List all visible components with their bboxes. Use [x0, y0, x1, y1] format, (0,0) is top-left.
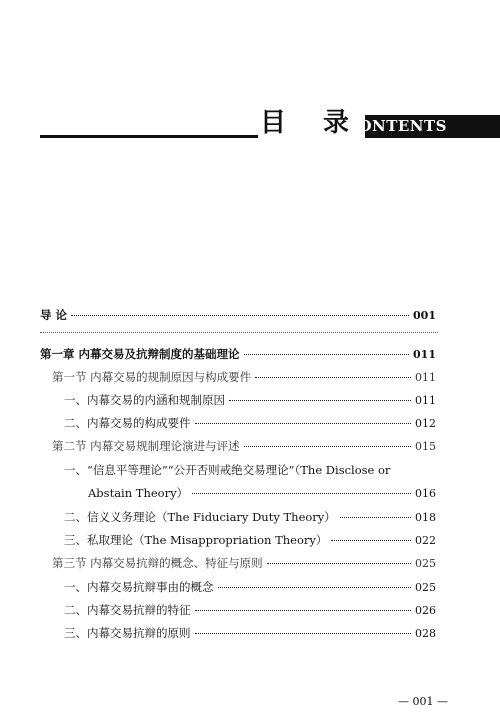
toc-entry-label: 三、内幕交易抗辩的原则: [64, 626, 191, 640]
toc-entry-page: 015: [415, 440, 436, 453]
toc-entry-subsection[interactable]: [64, 416, 436, 431]
toc-entry-label: 第二节 内幕交易规制理论演进与评述: [52, 439, 240, 453]
toc-entry-intro[interactable]: [40, 308, 436, 323]
dot-leader: [195, 609, 412, 611]
toc-entry-subsection[interactable]: [64, 603, 436, 618]
toc-entry-label: 二、内幕交易抗辩的特征: [64, 603, 191, 617]
dot-leader: [195, 632, 412, 634]
toc-entry-label: 三、私取理论（The Misappropriation Theory）: [64, 533, 328, 547]
toc-entry-label: 第三节 内幕交易抗辩的概念、特征与原则: [52, 556, 263, 570]
toc-entry-section[interactable]: [52, 370, 436, 385]
page-title: 目 录: [260, 108, 364, 138]
toc-entry-section[interactable]: [52, 556, 436, 571]
dot-leader: [195, 422, 412, 424]
toc-entry-page: 012: [415, 417, 436, 430]
dot-leader: [244, 445, 411, 447]
toc-entry-subsection[interactable]: [64, 533, 436, 548]
toc-entry-page: 011: [415, 394, 436, 407]
dot-leader: [229, 399, 411, 401]
toc-entry-subsection[interactable]: [64, 626, 436, 641]
toc-entry-page: 028: [415, 627, 436, 640]
toc-entry-section[interactable]: [52, 439, 436, 454]
dot-leader: [331, 539, 411, 541]
section-divider: [40, 332, 438, 333]
toc-entry-subsection[interactable]: [64, 393, 436, 408]
toc-entry-label: 二、内幕交易的构成要件: [64, 416, 191, 430]
toc-entry-subsection[interactable]: [64, 510, 436, 525]
toc-entry-label: 第一节 内幕交易的规制原因与构成要件: [52, 370, 252, 384]
toc-entry-label: 二、信义义务理论（The Fiduciary Duty Theory）: [64, 510, 336, 524]
dot-leader: [244, 353, 410, 355]
toc-entry-label: 一、内幕交易抗辩事由的概念: [64, 580, 214, 594]
dot-leader: [192, 492, 411, 494]
toc-header: [0, 104, 500, 144]
toc-entry-label: 导 论: [40, 308, 68, 322]
toc-entry-page: 011: [413, 348, 436, 361]
toc-entry-subsection-line1[interactable]: 一、“信息平等理论”“公开否则戒绝交易理论”（The Disclose or: [64, 463, 391, 477]
toc-entry-page: 001: [413, 309, 436, 322]
page-title-en: CONTENTS: [346, 117, 448, 135]
toc-entry-subsection[interactable]: [64, 580, 436, 595]
toc-entry-page: 022: [415, 534, 436, 547]
toc-entry-page: 011: [415, 371, 436, 384]
toc-entry-subsection-line2[interactable]: [88, 486, 436, 501]
toc-entry-label: 一、内幕交易的内涵和规制原因: [64, 393, 225, 407]
toc-entry-label: 第一章 内幕交易及抗辩制度的基础理论: [40, 347, 240, 361]
page-number: — 001 —: [398, 695, 448, 708]
dot-leader: [71, 314, 409, 316]
dot-leader: [267, 562, 411, 564]
toc-entry-page: 025: [415, 557, 436, 570]
toc-entry-chapter-1[interactable]: [40, 347, 436, 362]
toc-entry-label: Abstain Theory）: [88, 486, 189, 500]
toc-entry-page: 016: [415, 487, 436, 500]
dot-leader: [340, 516, 411, 518]
toc-entry-page: 018: [415, 511, 436, 524]
dot-leader: [218, 586, 412, 588]
toc-entry-page: 026: [415, 604, 436, 617]
toc-entry-page: 025: [415, 581, 436, 594]
dot-leader: [255, 376, 411, 378]
